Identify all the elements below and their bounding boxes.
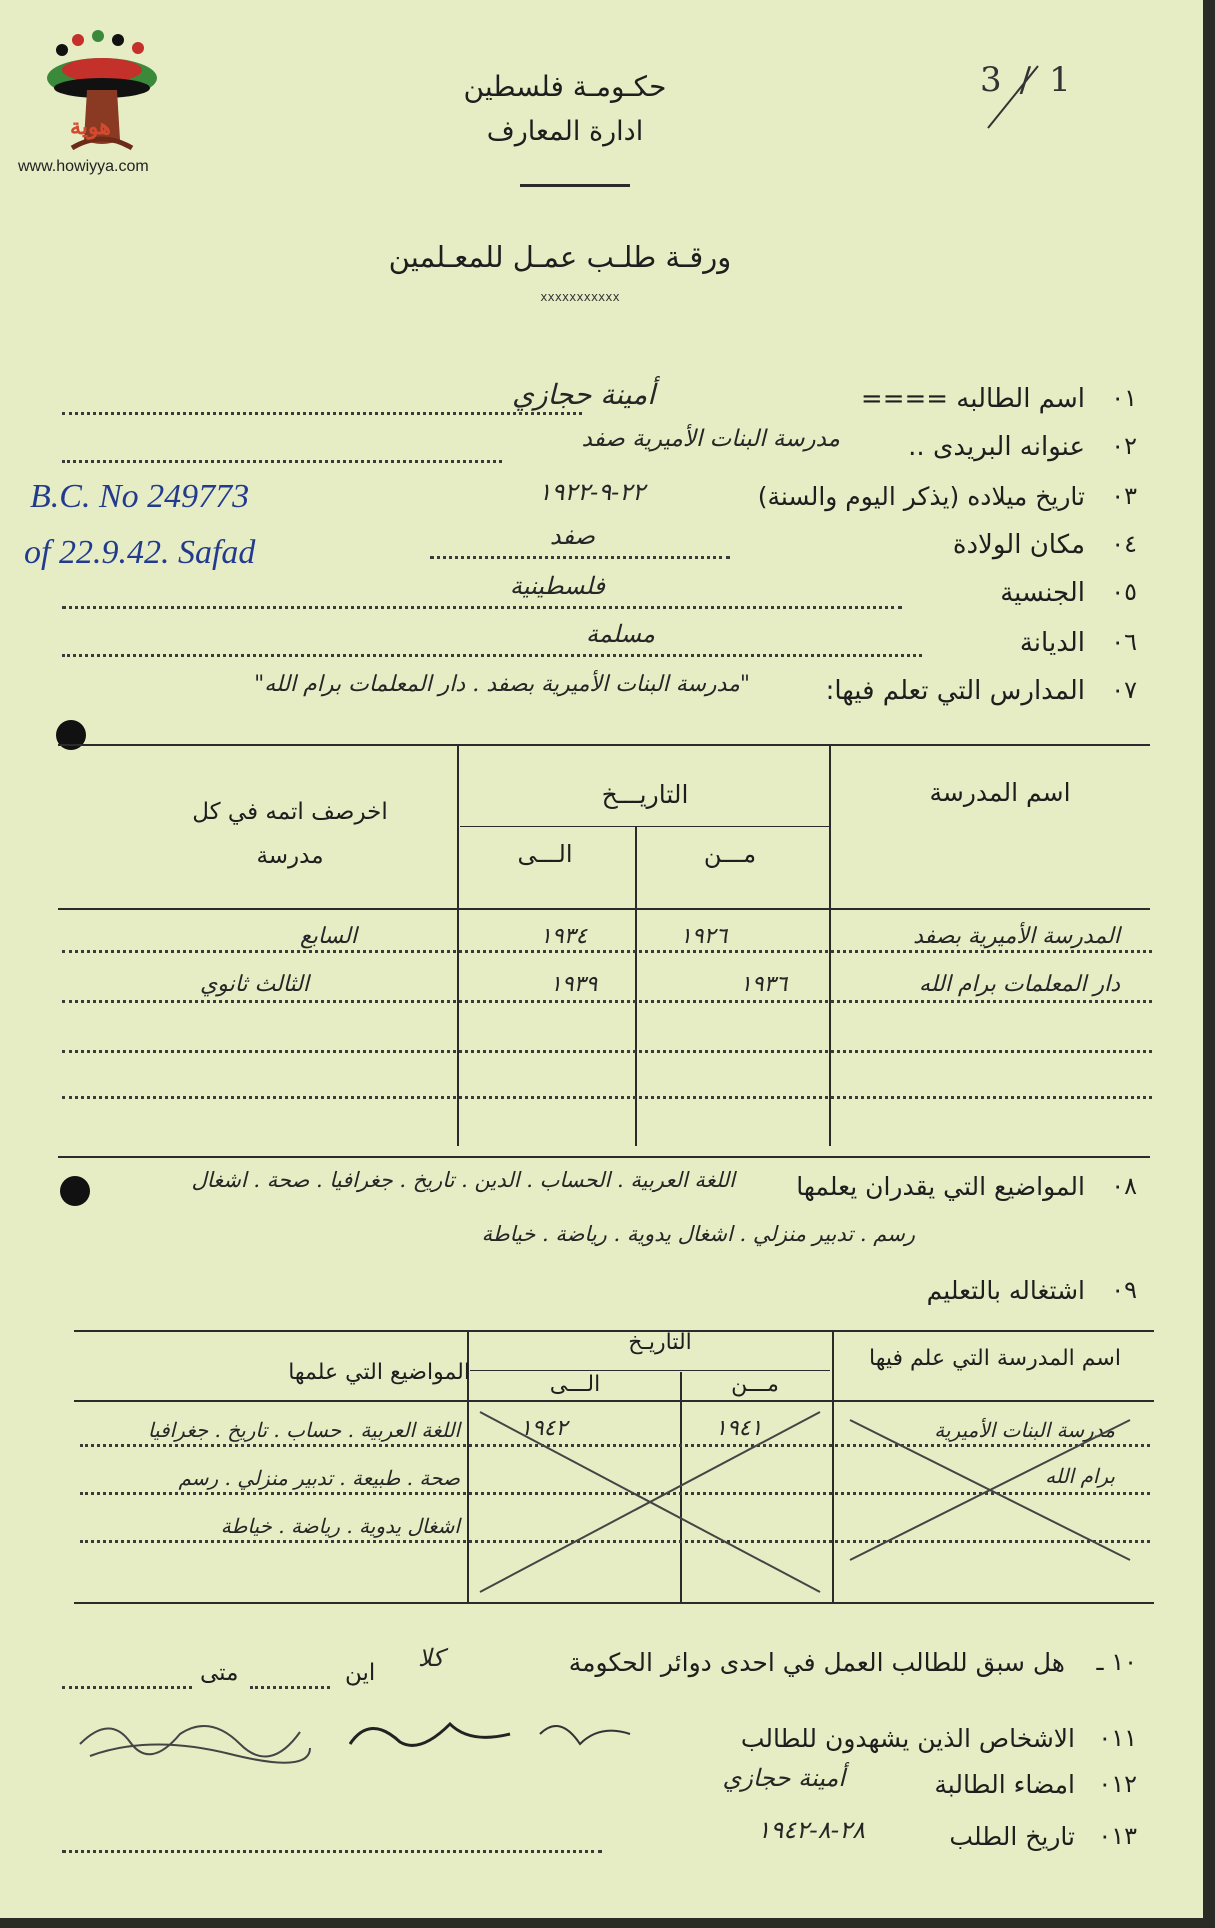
field-number: ٠٧ — [1111, 676, 1137, 704]
field-number: ٠٤ — [1111, 530, 1137, 558]
watermark-logo-text: هوية — [70, 114, 111, 140]
field-number: ٠٦ — [1111, 628, 1137, 656]
field-label: المدارس التي تعلم فيها: — [825, 676, 1085, 706]
header-school: اسم المدرسة التي علم فيها — [869, 1346, 1121, 1371]
field-value: ٢٢-٩-١٩٢٢ — [538, 478, 645, 506]
field-value: "مدرسة البنات الأميرية بصفد . دار المعلمات برام الله" — [254, 672, 750, 697]
cell-to: ١٩٤٢ — [520, 1416, 568, 1441]
field-number: ٠٥ — [1111, 578, 1137, 606]
watermark-url: www.howiyya.com — [18, 158, 149, 175]
cell-school: المدرسة الأميرية بصفد — [913, 924, 1120, 949]
field-number: ٠١١ — [1098, 1724, 1137, 1752]
cell-school: دار المعلمات برام الله — [919, 972, 1120, 997]
header-school: اسم المدرسة — [929, 778, 1071, 807]
field-label: اسم الطالبه ==== — [860, 384, 1085, 414]
field-label: الديانة — [1019, 628, 1085, 658]
field-number: ٠٣ — [1111, 482, 1137, 510]
field-value: مدرسة البنات الأميرية صفد — [581, 426, 840, 452]
strike-cross — [840, 1410, 1140, 1570]
teaching-label: اشتغاله بالتعليم — [926, 1276, 1085, 1305]
cell-school: برام الله — [1045, 1464, 1115, 1488]
field-number: ٠١٢ — [1098, 1770, 1137, 1798]
header-last-class: اخرصف اتمه في كل مدرسة — [192, 799, 388, 869]
watermark-logo — [42, 30, 162, 155]
field-label: تاريخ ميلاده (يذكر اليوم والسنة) — [757, 482, 1085, 511]
field-value: فلسطينية — [509, 572, 605, 600]
header-from: مـــن — [731, 1372, 779, 1397]
page-number-text: 3/1 — [980, 60, 1089, 100]
cell-to: ١٩٣٤ — [540, 924, 588, 949]
q10-when: متى — [200, 1660, 239, 1686]
q12-value: أمينة حجازي — [722, 1764, 845, 1792]
cell-from: ١٩٤١ — [715, 1416, 763, 1441]
subjects-label: المواضيع التي يقدران يعلمها — [796, 1172, 1085, 1201]
subjects-line2: رسم . تدبير منزلي . اشغال يدوية . رياضة . خياطة — [481, 1222, 915, 1246]
q12-label: امضاء الطالبة — [934, 1770, 1075, 1799]
field-number: ٠١ — [1111, 384, 1137, 412]
page-number — [968, 58, 1089, 158]
field-label: عنوانه البريدى .. — [908, 432, 1085, 462]
cell-subjects: اشغال يدوية . رياضة . خياطة — [220, 1514, 460, 1538]
cell-from: ١٩٢٦ — [680, 924, 728, 949]
header-subjects: المواضيع التي علمها — [288, 1360, 470, 1385]
header-date: التاريـخ — [628, 1330, 692, 1355]
cell-class: الثالث ثانوي — [200, 972, 309, 997]
q13-value: ٢٨-٨-١٩٤٢ — [757, 1816, 865, 1844]
field-number: ٠٩ — [1111, 1276, 1137, 1304]
witness-signatures — [70, 1694, 670, 1774]
cell-to: ١٩٣٩ — [550, 972, 598, 997]
q13-label: تاريخ الطلب — [949, 1822, 1075, 1851]
title-ornament: xxxxxxxxxxx — [540, 290, 620, 304]
field-number: ٠١٣ — [1098, 1822, 1137, 1850]
q10-where: اين — [345, 1660, 376, 1686]
form-title: ورقـة طلـب عمـل للمعـلمين — [388, 240, 732, 274]
margin-note-line1: B.C. No 249773 — [30, 478, 250, 515]
margin-note-line2: of 22.9.42. Safad — [24, 534, 256, 571]
cell-subjects: اللغة العربية . حساب . تاريخ . جغرافيا — [147, 1418, 460, 1442]
header-to: الـــى — [517, 840, 573, 868]
cell-class: السابع — [300, 924, 357, 949]
q11-label: الاشخاص الذين يشهدون للطالب — [740, 1724, 1075, 1753]
field-number: ١٠ ـ — [1096, 1648, 1137, 1676]
field-label: مكان الولادة — [952, 530, 1085, 560]
header-date: التاريـــخ — [601, 780, 689, 809]
field-value: أمينة حجازي — [512, 378, 655, 411]
subjects-line1: اللغة العربية . الحساب . الدين . تاريخ . جغرافيا . صحة . اشغال — [191, 1168, 735, 1192]
header-to: الـــى — [549, 1372, 601, 1397]
cell-subjects: صحة . طبيعة . تدبير منزلي . رسم — [178, 1466, 460, 1490]
field-value: صفد — [549, 522, 595, 550]
header-from: مـــن — [703, 840, 757, 868]
q10-label: هل سبق للطالب العمل في احدى دوائر الحكومة — [568, 1648, 1065, 1677]
header-divider — [520, 184, 630, 187]
strike-cross — [470, 1402, 830, 1600]
field-number: ٠٢ — [1111, 432, 1137, 460]
field-label: الجنسية — [1000, 578, 1085, 608]
cell-school: مدرسة البنات الأميرية — [934, 1418, 1115, 1442]
department-title: ادارة المعارف — [486, 116, 644, 147]
punch-hole — [60, 1176, 90, 1206]
cell-from: ١٩٣٦ — [740, 972, 788, 997]
q10-value: كلا — [418, 1644, 444, 1672]
field-value: مسلمة — [586, 620, 655, 648]
field-number: ٠٨ — [1111, 1172, 1137, 1200]
government-title: حكـومـة فلسطين — [463, 70, 667, 103]
